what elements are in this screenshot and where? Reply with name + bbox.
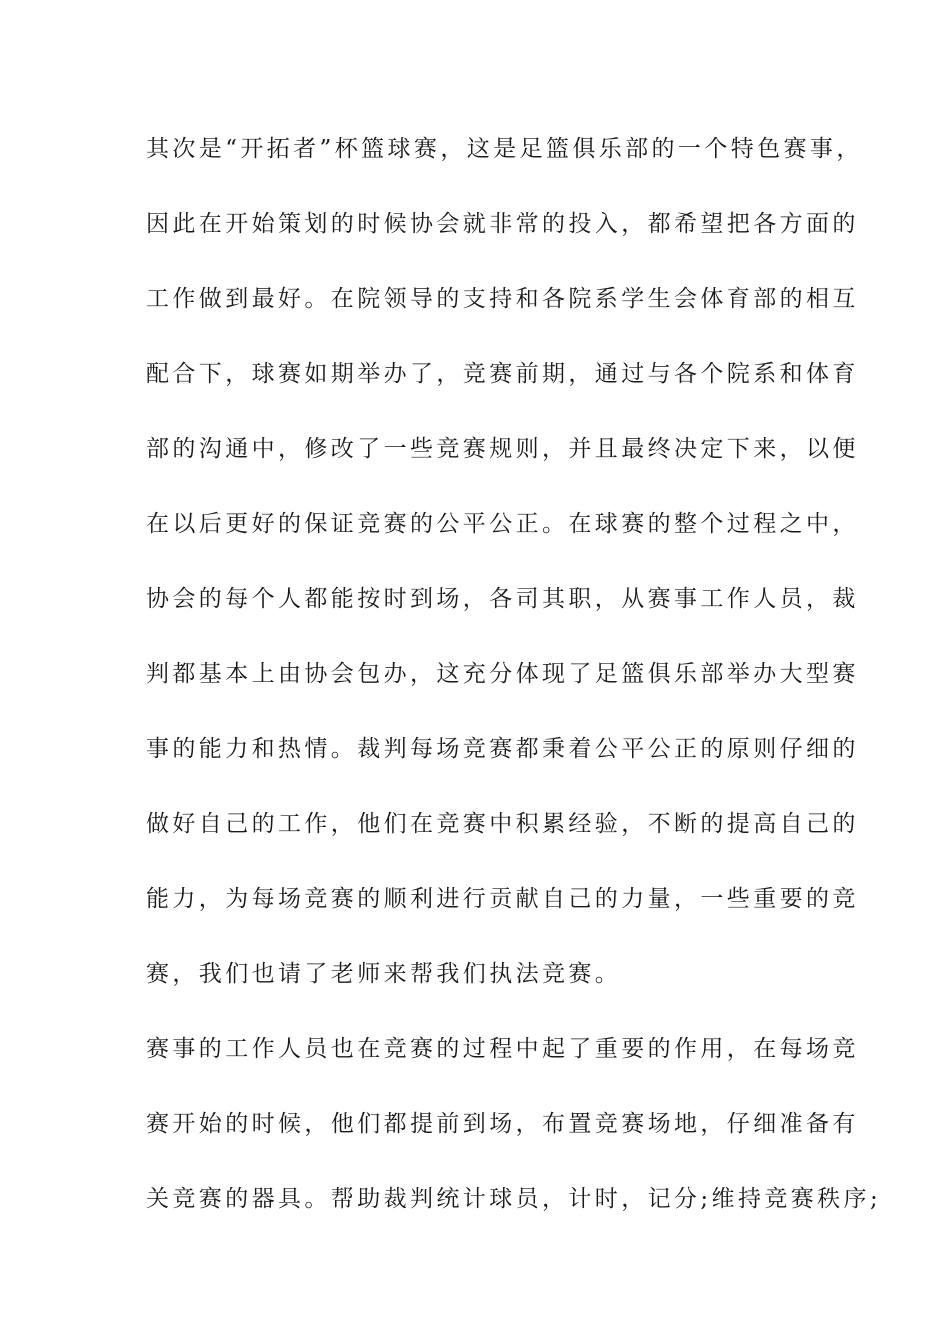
text-line: 配合下，球赛如期举办了，竞赛前期，通过与各个院系和体育 [146, 361, 859, 387]
text-line: 做好自己的工作，他们在竞赛中积累经验，不断的提高自己的 [146, 811, 859, 837]
text-line: 工作做到最好。在院领导的支持和各院系学生会体育部的相互 [146, 286, 859, 312]
text-line: 赛开始的时候，他们都提前到场，布置竞赛场地，仔细准备有 [146, 1111, 859, 1137]
text-line: 事的能力和热情。裁判每场竞赛都秉着公平公正的原则仔细的 [146, 736, 859, 762]
text-line: 关竞赛的器具。帮助裁判统计球员，计时，记分;维持竞赛秩序; [146, 1186, 882, 1212]
text-line: 赛事的工作人员也在竞赛的过程中起了重要的作用，在每场竞 [146, 1036, 859, 1062]
text-line: 判都基本上由协会包办，这充分体现了足篮俱乐部举办大型赛 [146, 661, 859, 687]
text-line: 协会的每个人都能按时到场，各司其职，从赛事工作人员，裁 [146, 586, 859, 612]
text-line: 部的沟通中，修改了一些竞赛规则，并且最终决定下来，以便 [146, 436, 859, 462]
body-text [146, 131, 882, 1219]
text-line: 在以后更好的保证竞赛的公平公正。在球赛的整个过程之中， [146, 511, 859, 537]
text-line: 因此在开始策划的时候协会就非常的投入，都希望把各方面的 [146, 211, 859, 237]
text-line: 赛，我们也请了老师来帮我们执法竞赛。 [146, 961, 622, 987]
text-line: 能力，为每场竞赛的顺利进行贡献自己的力量，一些重要的竞 [146, 886, 859, 912]
text-line: 其次是“开拓者”杯篮球赛，这是足篮俱乐部的一个特色赛事， [146, 136, 863, 162]
